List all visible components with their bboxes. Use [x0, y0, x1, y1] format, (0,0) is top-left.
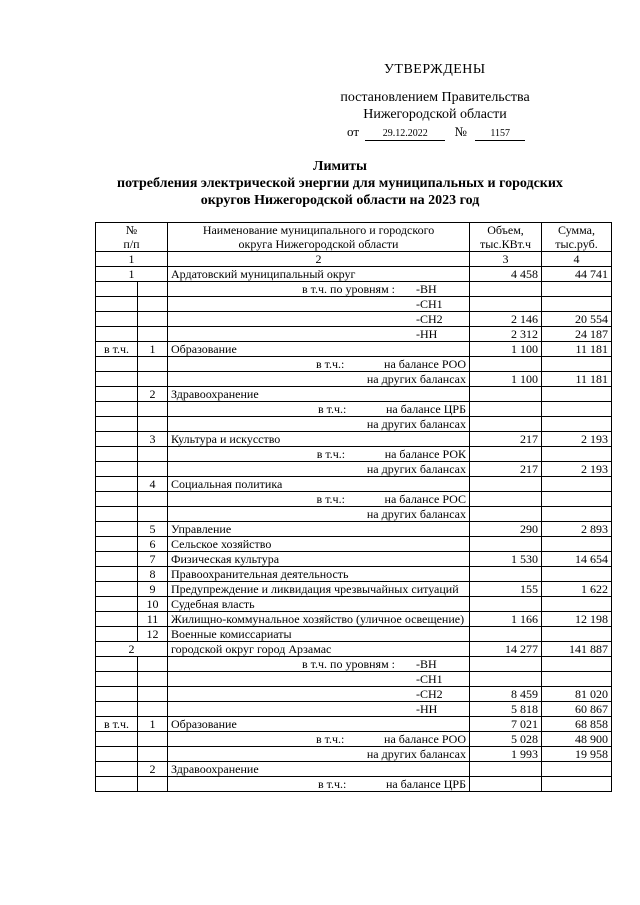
- balance-row: [96, 402, 612, 417]
- title-line-2: потребления электрической энергии для муниципальных и городских: [117, 176, 563, 191]
- sector-name: Сельское хозяйство: [168, 537, 470, 552]
- level-sum: 60 867: [542, 702, 612, 717]
- col-index-1: 1: [96, 252, 168, 267]
- sector-name: Управление: [168, 522, 470, 537]
- sector-name: Образование: [168, 717, 470, 732]
- sector-name: Образование: [168, 342, 470, 357]
- decree-number: 1157: [475, 128, 525, 141]
- header-volume: Объем, тыс.КВт.ч: [470, 223, 542, 252]
- district-row: [96, 642, 612, 657]
- balance-label: на других балансах: [168, 462, 470, 477]
- sector-sum: 11 181: [542, 342, 612, 357]
- sector-sum: 2 193: [542, 432, 612, 447]
- balance-label: на других балансах: [168, 372, 470, 387]
- sector-row: [96, 717, 612, 732]
- level-volume: 2 312: [470, 327, 542, 342]
- district-row: [96, 267, 612, 282]
- balance-volume: 217: [470, 462, 542, 477]
- sector-num: 11: [138, 612, 168, 627]
- sector-name: Здравоохранение: [168, 387, 470, 402]
- incl-label: в т.ч.: [96, 342, 138, 357]
- balance-row: [96, 492, 612, 507]
- sector-num: 10: [138, 597, 168, 612]
- sector-volume: 217: [470, 432, 542, 447]
- sector-volume: 7 021: [470, 717, 542, 732]
- level-row-nn: [96, 327, 612, 342]
- sector-row: [96, 567, 612, 582]
- decree-line-2: Нижегородской области: [363, 107, 507, 122]
- sector-num: 8: [138, 567, 168, 582]
- balance-label: в т.ч.: на балансе РОО: [168, 357, 470, 372]
- district-sum: 141 887: [542, 642, 612, 657]
- sector-name: Военные комиссариаты: [168, 627, 470, 642]
- level-label: -СН1: [168, 672, 470, 687]
- sector-name: Предупреждение и ликвидация чрезвычайных ситуаций: [168, 582, 470, 597]
- sector-row: [96, 522, 612, 537]
- level-row-nn: [96, 702, 612, 717]
- sector-row: [96, 387, 612, 402]
- sector-sum: 12 198: [542, 612, 612, 627]
- header-sum: Сумма, тыс.руб.: [542, 223, 612, 252]
- balance-label: на других балансах: [168, 747, 470, 762]
- balance-row: [96, 732, 612, 747]
- level-label: -НН: [168, 327, 470, 342]
- col-index-3: 3: [470, 252, 542, 267]
- header-num: № п/п: [96, 223, 168, 252]
- decree-reference: [330, 89, 540, 123]
- balance-sum: 19 958: [542, 747, 612, 762]
- sector-name: Здравоохранение: [168, 762, 470, 777]
- sector-name: Судебная власть: [168, 597, 470, 612]
- level-row-sn1: [96, 672, 612, 687]
- balance-row: [96, 447, 612, 462]
- level-row-sn2: [96, 687, 612, 702]
- decree-line-1: постановлением Правительства: [340, 90, 530, 105]
- balance-row: [96, 417, 612, 432]
- level-volume: 8 459: [470, 687, 542, 702]
- level-label: в т.ч. по уровням : -ВН: [168, 657, 470, 672]
- decree-date: 29.12.2022: [365, 128, 445, 141]
- district-name: Ардатовский муниципальный округ: [168, 267, 470, 282]
- sector-num: 1: [138, 717, 168, 732]
- limits-table: [95, 222, 612, 792]
- balance-label: на других балансах: [168, 507, 470, 522]
- sector-name: Правоохранительная деятельность: [168, 567, 470, 582]
- sector-sum: 14 654: [542, 552, 612, 567]
- level-label: -СН1: [168, 297, 470, 312]
- incl-label: в т.ч.: [96, 717, 138, 732]
- balance-sum: 2 193: [542, 462, 612, 477]
- sector-name: Социальная политика: [168, 477, 470, 492]
- balance-row: [96, 462, 612, 477]
- sector-name: Физическая культура: [168, 552, 470, 567]
- level-volume: 5 818: [470, 702, 542, 717]
- balance-label: в т.ч.: на балансе РОО: [168, 732, 470, 747]
- sector-row: [96, 597, 612, 612]
- sector-row: [96, 627, 612, 642]
- sector-name: Культура и искусство: [168, 432, 470, 447]
- sector-volume: 155: [470, 582, 542, 597]
- level-sum: 20 554: [542, 312, 612, 327]
- balance-row: [96, 357, 612, 372]
- header-name: Наименование муниципального и городского округа Нижегородской области: [168, 223, 470, 252]
- decree-date-line: [347, 124, 525, 141]
- sector-name: Жилищно-коммунальное хозяйство (уличное освещение): [168, 612, 470, 627]
- balance-volume: 1 100: [470, 372, 542, 387]
- level-row-vn: [96, 657, 612, 672]
- sector-row: [96, 612, 612, 627]
- balance-row: [96, 507, 612, 522]
- balance-label: в т.ч.: на балансе РОК: [168, 447, 470, 462]
- balance-label: на других балансах: [168, 417, 470, 432]
- sector-num: 5: [138, 522, 168, 537]
- level-label: -СН2: [168, 687, 470, 702]
- level-label: в т.ч. по уровням : -ВН: [168, 282, 470, 297]
- balance-label: в т.ч.: на балансе ЦРБ: [168, 777, 470, 792]
- sector-row: [96, 762, 612, 777]
- sector-volume: 1 530: [470, 552, 542, 567]
- balance-row: [96, 777, 612, 792]
- balance-label: в т.ч.: на балансе ЦРБ: [168, 402, 470, 417]
- title-line-3: округов Нижегородской области на 2023 год: [200, 193, 480, 208]
- sector-sum: 1 622: [542, 582, 612, 597]
- col-index-4: 4: [542, 252, 612, 267]
- sector-row: [96, 432, 612, 447]
- balance-sum: 48 900: [542, 732, 612, 747]
- table-header-row: [96, 223, 612, 252]
- sector-row: [96, 342, 612, 357]
- sector-num: 9: [138, 582, 168, 597]
- balance-sum: 11 181: [542, 372, 612, 387]
- number-label: №: [454, 124, 467, 139]
- level-label: -СН2: [168, 312, 470, 327]
- district-sum: 44 741: [542, 267, 612, 282]
- sector-num: 2: [138, 387, 168, 402]
- balance-volume: 5 028: [470, 732, 542, 747]
- level-label: -НН: [168, 702, 470, 717]
- approved-heading: УТВЕРЖДЕНЫ: [384, 62, 486, 77]
- balance-label: в т.ч.: на балансе РОС: [168, 492, 470, 507]
- district-num: 1: [96, 267, 168, 282]
- sector-num: 7: [138, 552, 168, 567]
- sector-num: 2: [138, 762, 168, 777]
- sector-sum: 68 858: [542, 717, 612, 732]
- district-volume: 14 277: [470, 642, 542, 657]
- col-index-2: 2: [168, 252, 470, 267]
- level-row-vn: [96, 282, 612, 297]
- sector-volume: 1 100: [470, 342, 542, 357]
- level-row-sn1: [96, 297, 612, 312]
- document-title: [80, 158, 600, 209]
- sector-sum: 2 893: [542, 522, 612, 537]
- sector-row: [96, 582, 612, 597]
- balance-row: [96, 747, 612, 762]
- sector-row: [96, 552, 612, 567]
- sector-volume: 1 166: [470, 612, 542, 627]
- level-sum: 81 020: [542, 687, 612, 702]
- balance-volume: 1 993: [470, 747, 542, 762]
- district-name: городской округ город Арзамас: [168, 642, 470, 657]
- sector-num: 12: [138, 627, 168, 642]
- sector-num: 4: [138, 477, 168, 492]
- column-index-row: [96, 252, 612, 267]
- sector-row: [96, 477, 612, 492]
- sector-num: 6: [138, 537, 168, 552]
- level-volume: 2 146: [470, 312, 542, 327]
- district-volume: 4 458: [470, 267, 542, 282]
- sector-row: [96, 537, 612, 552]
- title-line-1: Лимиты: [313, 159, 367, 174]
- level-row-sn2: [96, 312, 612, 327]
- sector-volume: 290: [470, 522, 542, 537]
- balance-row: [96, 372, 612, 387]
- district-num: 2: [96, 642, 168, 657]
- level-sum: 24 187: [542, 327, 612, 342]
- sector-num: 1: [138, 342, 168, 357]
- sector-num: 3: [138, 432, 168, 447]
- from-label: от: [347, 124, 360, 139]
